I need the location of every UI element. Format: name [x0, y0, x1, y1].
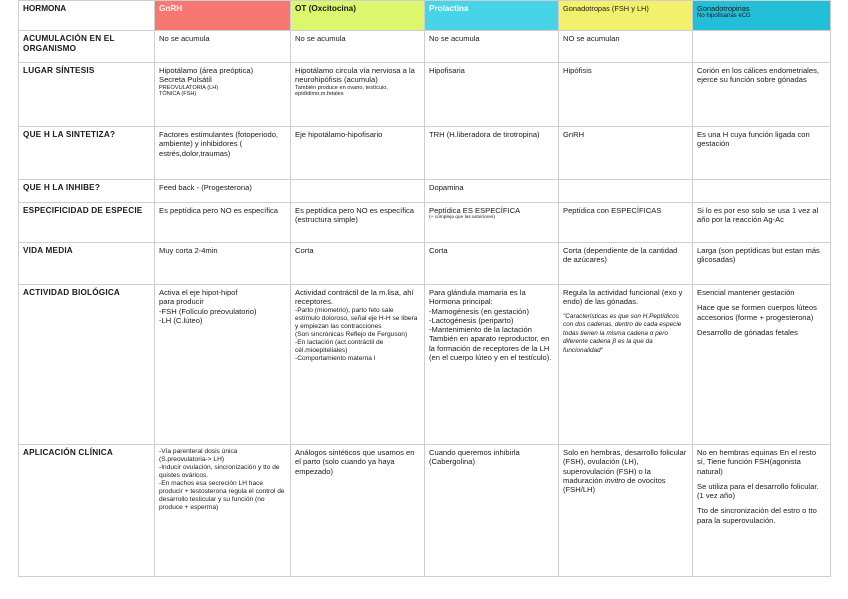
- row-label-especificidad: ESPECIFICIDAD DE ESPECIE: [19, 203, 155, 243]
- actividad-gonadotropinas-line3: Desarrollo de gónadas fetales: [697, 327, 798, 337]
- cell-clinica-prolactina: Cuando queremos inhibirla (Cabergolina): [425, 445, 559, 577]
- row-label-vida-media: VIDA MEDIA: [19, 243, 155, 285]
- cell-inhibe-gonadotropinas: [693, 180, 831, 203]
- especificidad-prolactina-line1: Peptídica ES ESPECÍFICA: [429, 206, 521, 215]
- cell-acumulacion-prolactina: No se acumula: [425, 31, 559, 63]
- actividad-prolactina-line3: -Lactogénesis (periparto): [429, 315, 514, 325]
- row-label-sintetiza: QUE H LA SINTETIZA?: [19, 127, 155, 180]
- actividad-gnrh-line3: -FSH (Folículo preovulatorio): [159, 306, 257, 316]
- actividad-ot-line2: -Parto (miometrio), parto feto sale estímulo doloroso, señal eje H-H se libera y empiezan las contracciones: [295, 306, 418, 330]
- actividad-gnrh-line2: para producir: [159, 297, 204, 307]
- cell-clinica-gonadotropas: [559, 445, 693, 577]
- cell-especificidad-gonadotropas: Peptídica con ESPECÍFICAS: [559, 203, 693, 243]
- cell-acumulacion-ot: No se acumula: [291, 31, 425, 63]
- sintesis-gnrh-line4: TÓNICA (FSH): [159, 91, 197, 98]
- actividad-prolactina-line5: También en aparato reproductor, en la formación de receptores de la LH (en el cuerpo lúteo y en el testículo).: [429, 334, 552, 362]
- cell-sintetiza-gonadotropinas: Es una H cuya función ligada con gestación: [693, 127, 831, 180]
- cell-especificidad-gnrh: Es peptídica pero NO es específica: [155, 203, 291, 243]
- clinica-gnrh-line2: -Inducir ovulación, sincronización y tto de quistes ováricos.: [159, 464, 280, 480]
- header-prolactina: Prolactina: [425, 1, 559, 31]
- cell-acumulacion-gonadotropinas: [693, 31, 831, 63]
- row-vida-media: [19, 243, 831, 285]
- cell-acumulacion-gnrh: No se acumula: [155, 31, 291, 63]
- actividad-gonadotropinas-line1: Esencial mantener gestación: [697, 288, 795, 297]
- clinica-gonadotropinas-line1: No en hembras equinas En el resto sí, Tiene función FSH(agonista natural): [697, 448, 817, 476]
- clinica-gonadotropinas-line3: Tto de sincronización del estro o tto para la superovulación.: [697, 506, 817, 525]
- actividad-gnrh-line1: Activa el eje hipot-hipof: [159, 288, 238, 297]
- cell-sintesis-gnrh: [155, 63, 291, 127]
- cell-actividad-prolactina: [425, 285, 559, 445]
- sintesis-gnrh-line1: Hipotálamo (área preóptica): [159, 66, 254, 75]
- cell-actividad-gonadotropinas: [693, 285, 831, 445]
- especificidad-prolactina-line2: (+ compleja que las anteriores): [429, 215, 495, 221]
- row-label-sintesis: LUGAR SÍNTESIS: [19, 63, 155, 127]
- actividad-ot-line5: -Comportamiento materna l: [295, 354, 376, 362]
- cell-sintesis-gonadotropas: Hipófisis: [559, 63, 693, 127]
- cell-actividad-gnrh: [155, 285, 291, 445]
- actividad-gnrh-line4: -LH (C.lúteo): [159, 315, 203, 325]
- clinica-gonadotropas-text-a: Solo en hembras, desarrollo folicular (FSH), ovulación (LH), superovulación (FSH) o la maduración: [563, 448, 687, 485]
- cell-sintetiza-prolactina: TRH (H.liberadora de tirotropina): [425, 127, 559, 180]
- actividad-gonadotropas-quote: "Características es que son H.Peptídicos con dos cadenas, dentro de cada especie todas tienen la misma cadena α pero diferente cadena β es la que da funcionalidad": [563, 312, 682, 355]
- cell-vida-prolactina: Corta: [425, 243, 559, 285]
- clinica-gonadotropinas-line2: Se utiliza para el desarrollo folicular. (1 vez año): [697, 481, 819, 500]
- actividad-gonadotropas-line1: Regula la actividad funcional (exo y endo) de las gónadas.: [563, 288, 683, 307]
- cell-inhibe-gnrh: Feed back - (Progesterona): [155, 180, 291, 203]
- sintesis-gnrh-line2: Secreta Pulsátil: [159, 75, 212, 85]
- cell-sintetiza-gonadotropas: GnRH: [559, 127, 693, 180]
- clinica-gnrh-line1: -Vía parenteral dosis única (S.preovulatoria-> LH): [159, 448, 238, 464]
- sintesis-ot-line1: Hipotálamo circula vía nerviosa a la neurohipófisis (acumula): [295, 66, 415, 85]
- cell-sintesis-prolactina: Hipofisaria: [425, 63, 559, 127]
- clinica-gnrh-line3: -En machos esa secreción LH hace producir + testosterona regula el control de desarrollo testicular y su función (no produce + esperma): [159, 480, 285, 512]
- cell-especificidad-gonadotropinas: Si lo es por eso solo se usa 1 vez al año por la reacción Ag-Ac: [693, 203, 831, 243]
- header-gonadotropinas: [693, 1, 831, 31]
- clinica-gonadotropas-text-c: de ovocitos (FSH/LH): [563, 475, 666, 494]
- row-label-acumulacion: ACUMULACIÓN EN EL ORGANISMO: [19, 31, 155, 63]
- cell-sintetiza-ot: Eje hipotálamo-hipofisario: [291, 127, 425, 180]
- cell-clinica-gonadotropinas: [693, 445, 831, 577]
- sintesis-gnrh-line3: PREOVULATORIA (LH): [159, 84, 219, 91]
- cell-inhibe-ot: [291, 180, 425, 203]
- cell-sintesis-gonadotropinas: Corión en los cálices endometriales, ejerce su función sobre gónadas: [693, 63, 831, 127]
- header-gonadotropas: Gonadotropas (FSH y LH): [559, 1, 693, 31]
- actividad-prolactina-line1: Para glándula mamaria es la Hormona principal:: [429, 288, 526, 307]
- cell-actividad-gonadotropas: [559, 285, 693, 445]
- row-inhibe: [19, 180, 831, 203]
- sintesis-ot-line2: También produce en ovario, testículo, epidídimo,m.fetales: [295, 84, 388, 98]
- actividad-ot-line1: Actividad contráctil de la m.lisa, ahí receptores.: [295, 288, 414, 307]
- cell-vida-gnrh: Muy corta 2-4min: [155, 243, 291, 285]
- header-gonadotropinas-title: Gonadotropinas: [697, 4, 750, 13]
- clinica-gonadotropas-text-b: invitro: [604, 475, 626, 485]
- row-sintesis: [19, 63, 831, 127]
- actividad-ot-line4: -En lactación (act.contráctil de cél.mioepiteliales): [295, 338, 384, 354]
- actividad-prolactina-line2: -Mamogénesis (en gestación): [429, 306, 530, 316]
- row-label-inhibe: QUE H LA INHIBE?: [19, 180, 155, 203]
- row-acumulacion: [19, 31, 831, 63]
- cell-inhibe-prolactina: Dopamina: [425, 180, 559, 203]
- header-hormona: HORMONA: [19, 1, 155, 31]
- header-gnrh: GnRH: [155, 1, 291, 31]
- cell-especificidad-ot: Es peptídica pero NO es específica (estructura simple): [291, 203, 425, 243]
- row-actividad: [19, 285, 831, 445]
- cell-especificidad-prolactina: [425, 203, 559, 243]
- hormone-comparison-table: [18, 0, 831, 577]
- cell-sintesis-ot: [291, 63, 425, 127]
- actividad-prolactina-line4: -Mantenimiento de la lactación: [429, 325, 532, 334]
- cell-clinica-ot: Análogos sintéticos que usamos en el parto (solo cuando ya haya empezado): [291, 445, 425, 577]
- cell-vida-gonadotropinas: Larga (son peptídicas but estan más glicosadas): [693, 243, 831, 285]
- cell-sintetiza-gnrh: Factores estimulantes (fotoperiodo, ambiente) y inhibidores ( estrés,dolor,traumas): [155, 127, 291, 180]
- header-row: [19, 1, 831, 31]
- cell-clinica-gnrh: [155, 445, 291, 577]
- actividad-gonadotropinas-line2: Hace que se formen cuerpos lúteos accesorios (forme + progesterona): [697, 303, 817, 322]
- row-sintetiza: [19, 127, 831, 180]
- cell-acumulacion-gonadotropas: NO se acumulan: [559, 31, 693, 63]
- header-gonadotropinas-subtitle: No hipofisarias eCG: [697, 13, 751, 20]
- actividad-ot-line3: (Son sincrónicas Reflejo de Ferguson): [295, 330, 408, 338]
- cell-actividad-ot: [291, 285, 425, 445]
- row-especificidad: [19, 203, 831, 243]
- cell-vida-ot: Corta: [291, 243, 425, 285]
- cell-vida-gonadotropas: Corta (dependiente de la cantidad de azúcares): [559, 243, 693, 285]
- row-label-actividad: ACTIVIDAD BIOLÓGICA: [19, 285, 155, 445]
- header-ot: OT (Oxcitocina): [291, 1, 425, 31]
- cell-inhibe-gonadotropas: [559, 180, 693, 203]
- row-aplicacion-clinica: [19, 445, 831, 577]
- row-label-aplicacion-clinica: APLICACIÓN CLÍNICA: [19, 445, 155, 577]
